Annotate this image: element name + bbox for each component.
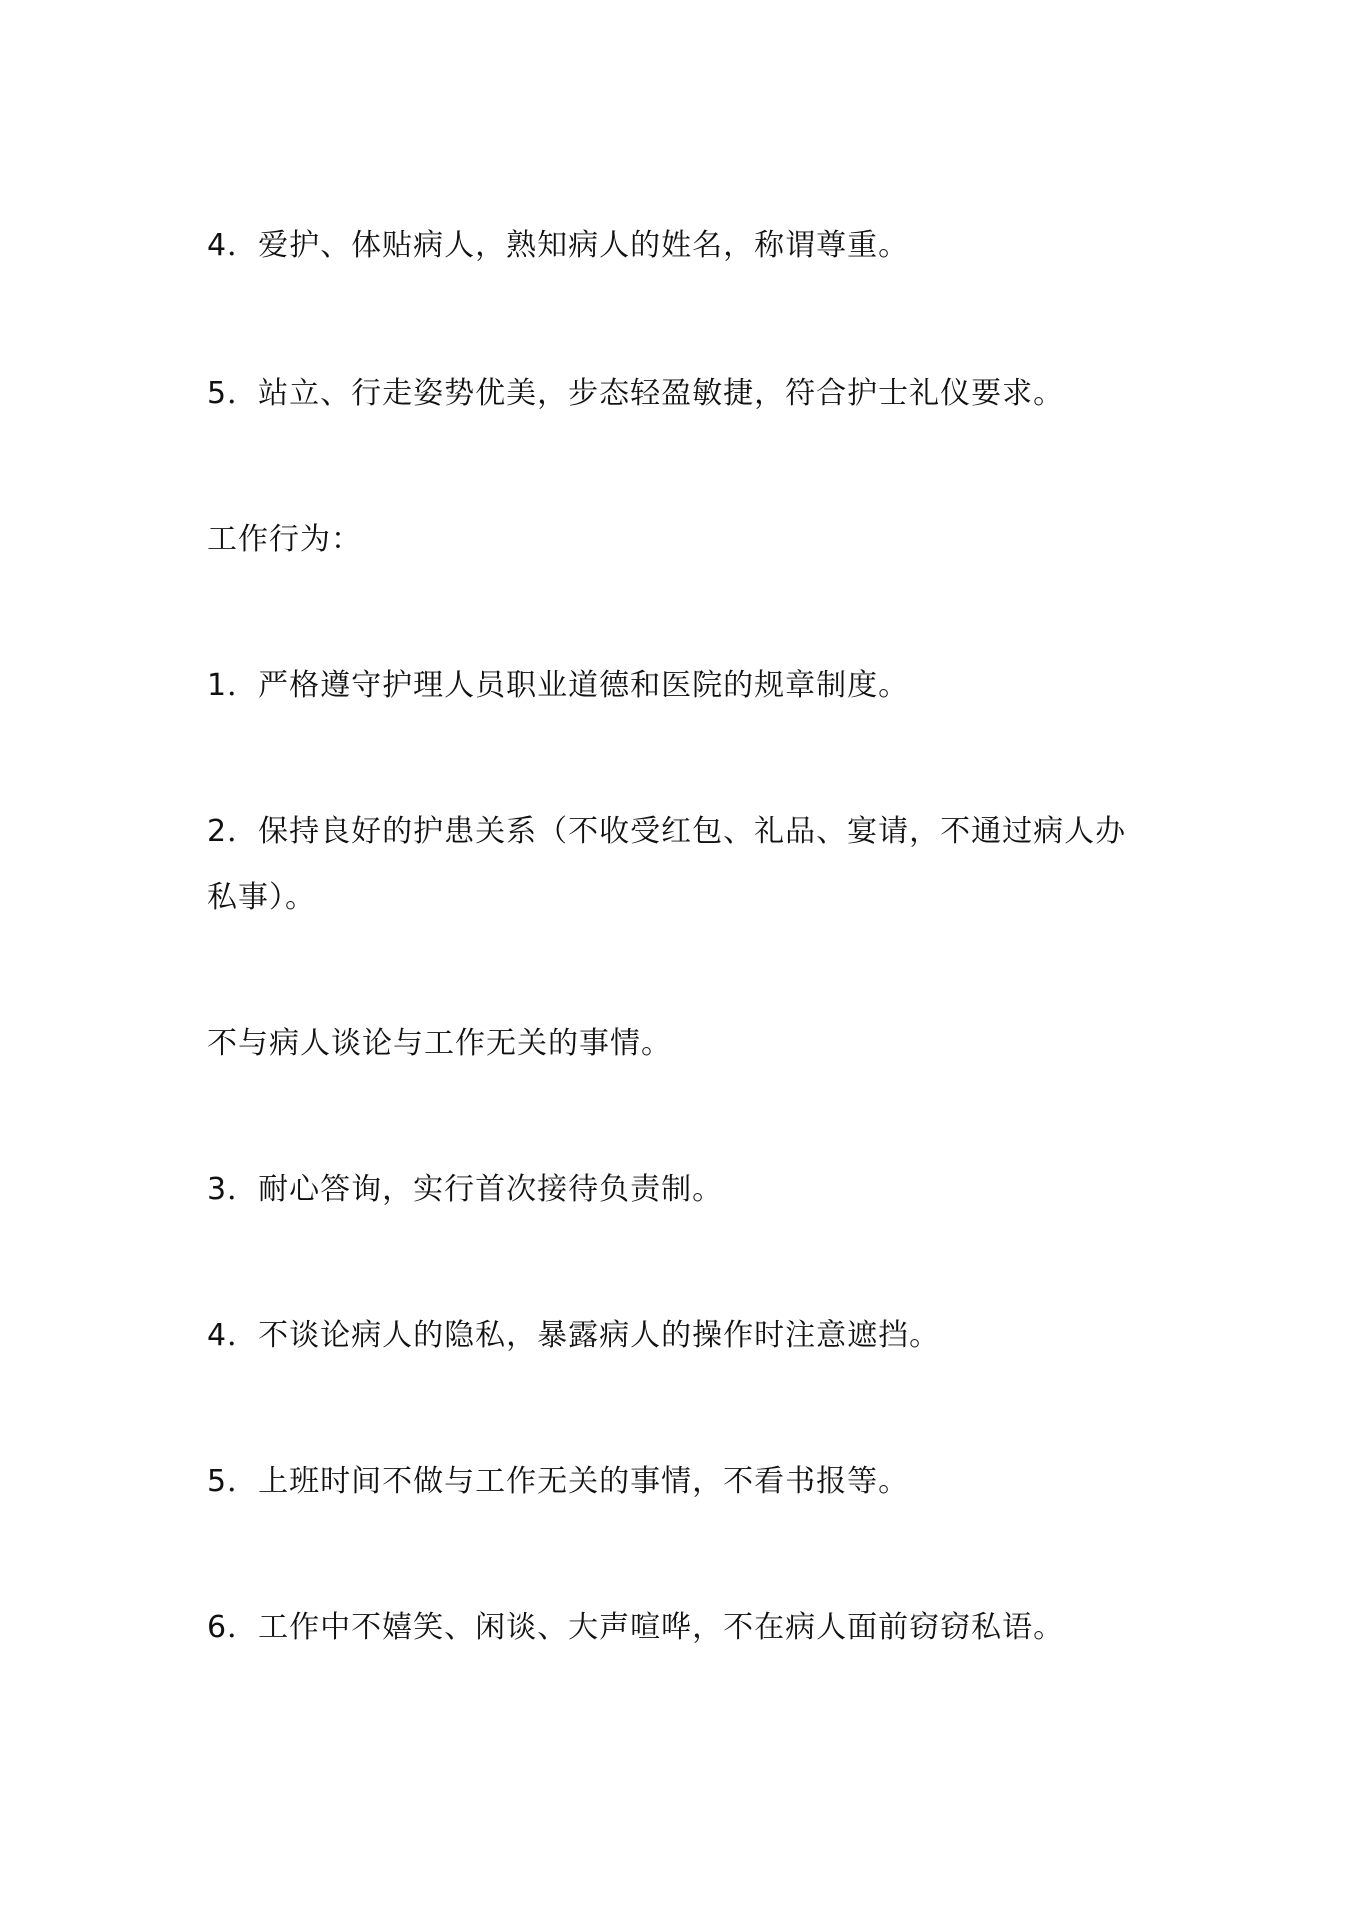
paragraph-conduct: 6．工作中不嬉笑、闲谈、大声喧哗，不在病人面前窃窃私语。 bbox=[207, 1610, 1065, 1645]
section-heading-work-behavior: 工作行为： bbox=[207, 522, 362, 557]
paragraph-care-patients: 4．爱护、体贴病人，熟知病人的姓名，称谓尊重。 bbox=[207, 228, 910, 263]
paragraph-no-unrelated-talk: 不与病人谈论与工作无关的事情。 bbox=[207, 1026, 672, 1061]
paragraph-work-hours: 5．上班时间不做与工作无关的事情，不看书报等。 bbox=[207, 1464, 910, 1499]
paragraph-patient-inquiry: 3．耐心答询，实行首次接待负责制。 bbox=[207, 1172, 724, 1207]
paragraph-privacy: 4．不谈论病人的隐私，暴露病人的操作时注意遮挡。 bbox=[207, 1318, 941, 1353]
paragraph-ethics: 1．严格遵守护理人员职业道德和医院的规章制度。 bbox=[207, 668, 910, 703]
paragraph-posture: 5．站立、行走姿势优美，步态轻盈敏捷，符合护士礼仪要求。 bbox=[207, 376, 1065, 411]
paragraph-relationship-cont: 私事）。 bbox=[207, 880, 316, 915]
paragraph-relationship: 2．保持良好的护患关系（不收受红包、礼品、宴请，不通过病人办 bbox=[207, 814, 1127, 849]
